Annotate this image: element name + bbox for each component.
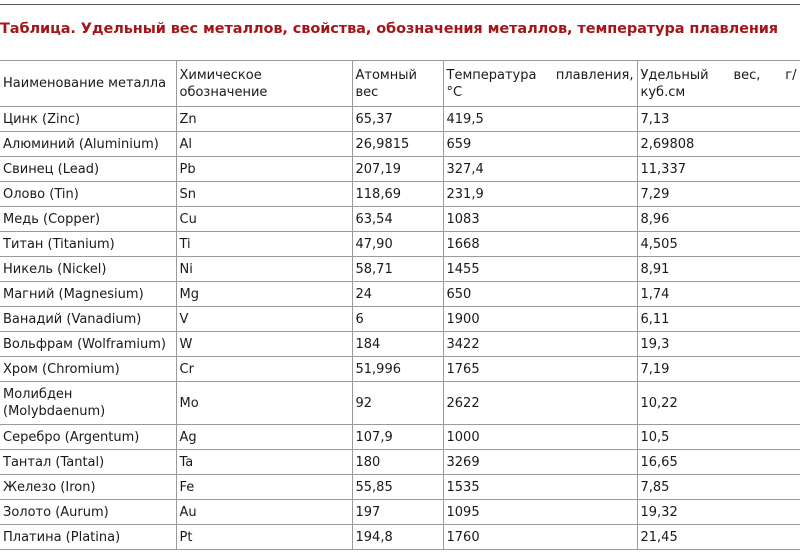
metal-name-cell: Никель (Nickel) — [0, 257, 176, 282]
melting-point-cell: 3269 — [443, 450, 637, 475]
density-cell: 8,96 — [637, 207, 800, 232]
density-cell: 7,19 — [637, 357, 800, 382]
metal-name-cell: Вольфрам (Wolframium) — [0, 332, 176, 357]
chemical-symbol-cell: Ag — [176, 425, 352, 450]
chemical-symbol-cell: Pt — [176, 525, 352, 550]
table-row — [0, 182, 800, 207]
metal-name-cell: Цинк (Zinc) — [0, 107, 176, 132]
metal-name-cell: Медь (Copper) — [0, 207, 176, 232]
melting-point-cell: 3422 — [443, 332, 637, 357]
table-row — [0, 132, 800, 157]
density-cell: 21,45 — [637, 525, 800, 550]
top-rule — [0, 4, 800, 5]
chemical-symbol-cell: W — [176, 332, 352, 357]
table-row — [0, 382, 800, 425]
melting-point-cell: 231,9 — [443, 182, 637, 207]
density-cell: 7,29 — [637, 182, 800, 207]
atomic-weight-cell: 107,9 — [352, 425, 443, 450]
melting-point-cell: 1095 — [443, 500, 637, 525]
table-row — [0, 425, 800, 450]
metal-name-cell: Магний (Magnesium) — [0, 282, 176, 307]
table-row — [0, 307, 800, 332]
melting-point-cell: 1900 — [443, 307, 637, 332]
table-row — [0, 332, 800, 357]
table-row — [0, 450, 800, 475]
metal-name-cell: Олово (Tin) — [0, 182, 176, 207]
table-row — [0, 257, 800, 282]
density-cell: 11,337 — [637, 157, 800, 182]
table-row — [0, 157, 800, 182]
chemical-symbol-cell: Al — [176, 132, 352, 157]
atomic-weight-cell: 58,71 — [352, 257, 443, 282]
metal-name-cell: Ванадий (Vanadium) — [0, 307, 176, 332]
metal-name-cell: Тантал (Tantal) — [0, 450, 176, 475]
chemical-symbol-cell: Mg — [176, 282, 352, 307]
chemical-symbol-cell: Ni — [176, 257, 352, 282]
melting-point-cell: 1765 — [443, 357, 637, 382]
melting-point-cell: 1760 — [443, 525, 637, 550]
metal-name-cell: Хром (Chromium) — [0, 357, 176, 382]
density-cell: 1,74 — [637, 282, 800, 307]
melting-point-cell: 419,5 — [443, 107, 637, 132]
atomic-weight-cell: 207,19 — [352, 157, 443, 182]
atomic-weight-cell: 26,9815 — [352, 132, 443, 157]
header-metal-name: Наименование металла — [0, 61, 176, 107]
atomic-weight-cell: 92 — [352, 382, 443, 425]
chemical-symbol-cell: Cu — [176, 207, 352, 232]
header-density: Удельный вес, г/куб.см — [637, 61, 800, 107]
atomic-weight-cell: 51,996 — [352, 357, 443, 382]
metal-name-cell: Свинец (Lead) — [0, 157, 176, 182]
density-cell: 10,5 — [637, 425, 800, 450]
density-cell: 19,3 — [637, 332, 800, 357]
melting-point-cell: 1668 — [443, 232, 637, 257]
melting-point-cell: 650 — [443, 282, 637, 307]
chemical-symbol-cell: Mo — [176, 382, 352, 425]
table-row — [0, 475, 800, 500]
atomic-weight-cell: 55,85 — [352, 475, 443, 500]
atomic-weight-cell: 65,37 — [352, 107, 443, 132]
melting-point-cell: 327,4 — [443, 157, 637, 182]
metal-name-cell: Золото (Aurum) — [0, 500, 176, 525]
table-row — [0, 282, 800, 307]
density-cell: 8,91 — [637, 257, 800, 282]
atomic-weight-cell: 47,90 — [352, 232, 443, 257]
table-row — [0, 107, 800, 132]
page-title: Таблица. Удельный вес металлов, свойства, обозначения металлов, температура плавления — [0, 21, 779, 37]
header-atomic-weight: Атомный вес — [352, 61, 443, 107]
atomic-weight-cell: 63,54 — [352, 207, 443, 232]
density-cell: 4,505 — [637, 232, 800, 257]
density-cell: 2,69808 — [637, 132, 800, 157]
density-cell: 7,13 — [637, 107, 800, 132]
chemical-symbol-cell: Cr — [176, 357, 352, 382]
atomic-weight-cell: 197 — [352, 500, 443, 525]
atomic-weight-cell: 6 — [352, 307, 443, 332]
metal-name-cell: Титан (Titanium) — [0, 232, 176, 257]
table-row — [0, 500, 800, 525]
header-melting-point: Температура плавления, °С — [443, 61, 637, 107]
density-cell: 7,85 — [637, 475, 800, 500]
table-row — [0, 525, 800, 550]
chemical-symbol-cell: Ta — [176, 450, 352, 475]
melting-point-cell: 1083 — [443, 207, 637, 232]
metal-name-cell: Алюминий (Aluminium) — [0, 132, 176, 157]
melting-point-cell: 659 — [443, 132, 637, 157]
melting-point-cell: 1535 — [443, 475, 637, 500]
chemical-symbol-cell: Sn — [176, 182, 352, 207]
density-cell: 19,32 — [637, 500, 800, 525]
chemical-symbol-cell: Fe — [176, 475, 352, 500]
density-cell: 10,22 — [637, 382, 800, 425]
atomic-weight-cell: 24 — [352, 282, 443, 307]
atomic-weight-cell: 194,8 — [352, 525, 443, 550]
metals-table — [0, 60, 800, 550]
atomic-weight-cell: 180 — [352, 450, 443, 475]
chemical-symbol-cell: Zn — [176, 107, 352, 132]
atomic-weight-cell: 184 — [352, 332, 443, 357]
melting-point-cell: 2622 — [443, 382, 637, 425]
chemical-symbol-cell: Pb — [176, 157, 352, 182]
metal-name-cell: Железо (Iron) — [0, 475, 176, 500]
melting-point-cell: 1455 — [443, 257, 637, 282]
chemical-symbol-cell: V — [176, 307, 352, 332]
table-row — [0, 207, 800, 232]
chemical-symbol-cell: Ti — [176, 232, 352, 257]
header-chemical-symbol: Химическое обозначение — [176, 61, 352, 107]
table-header-row — [0, 61, 800, 107]
chemical-symbol-cell: Au — [176, 500, 352, 525]
metal-name-cell: Серебро (Argentum) — [0, 425, 176, 450]
metal-name-cell: Молибден (Molybdaenum) — [0, 382, 176, 425]
atomic-weight-cell: 118,69 — [352, 182, 443, 207]
density-cell: 6,11 — [637, 307, 800, 332]
density-cell: 16,65 — [637, 450, 800, 475]
table-row — [0, 357, 800, 382]
melting-point-cell: 1000 — [443, 425, 637, 450]
table-row — [0, 232, 800, 257]
metal-name-cell: Платина (Platina) — [0, 525, 176, 550]
